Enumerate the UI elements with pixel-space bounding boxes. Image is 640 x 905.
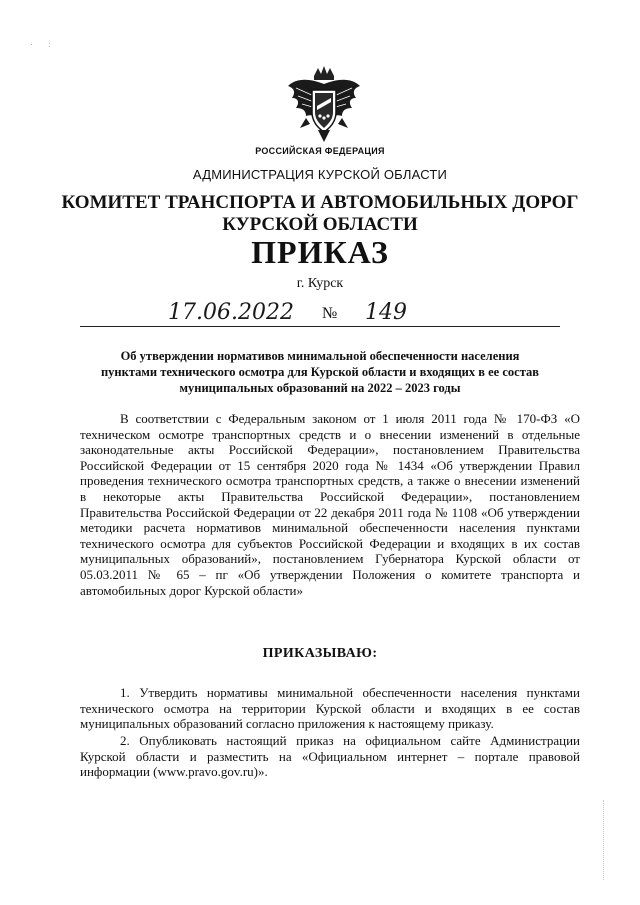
- registration-line: [80, 326, 560, 327]
- handwritten-number: 149: [365, 300, 407, 325]
- order-item-1: 1. Утвердить нормативы минимальной обеспеченности населения пунктами технического осмотра на территории Курской области и входящих в ее состав муниципальных образований согласно приложения к настоящему приказу.: [80, 685, 580, 732]
- committee-title-line1: КОМИТЕТ ТРАНСПОРТА И АВТОМОБИЛЬНЫХ ДОРОГ: [61, 192, 579, 213]
- scan-artifact: · :: [30, 40, 51, 49]
- federation-label: РОССИЙСКАЯ ФЕДЕРАЦИЯ: [255, 146, 385, 156]
- document-heading: [100, 348, 540, 396]
- committee-title-line2: КУРСКОЙ ОБЛАСТИ: [222, 214, 418, 235]
- heading-line2: пунктами технического осмотра для Курской области и входящих в ее состав: [100, 365, 539, 379]
- document-type: ПРИКАЗ: [251, 234, 389, 270]
- handwritten-date: 17.06.2022: [168, 300, 294, 325]
- committee-title: [0, 192, 640, 236]
- decree-word: ПРИКАЗЫВАЮ:: [262, 646, 378, 661]
- city-label: г. Курск: [296, 276, 344, 291]
- coat-of-arms-icon: [284, 66, 364, 144]
- scan-artifact-edge: [603, 800, 610, 880]
- preamble-paragraph: В соответствии с Федеральным законом от 1 июля 2011 года № 170-ФЗ «О техническом осмотре транспортных средств и о внесении изменений в отдельные законодательные акты Российской Федерации», постановлением Правительства Российской Федерации от 15 сентября 2020 года № 1434 «Об утверждении Правил проведения технического осмотра транспортных средств, а также о внесении изменений в некоторые акты Правительства Российской Федерации», постановлением Правительства Российской Федерации от 22 декабря 2011 года № 1108 «Об утверждении методики расчета нормативов минимальной обеспеченности населения пунктами технического осмотра для субъектов Российской Федерации и входящих в их состав муниципальных образований», постановлением Губернатора Курской области от 05.03.2011 № 65 – пг «Об утверждении Положения о комитете транспорта и автомобильных дорог Курской области»: [80, 411, 580, 598]
- heading-line3: муниципальных образований на 2022 – 2023 годы: [179, 381, 461, 395]
- administration-label: АДМИНИСТРАЦИЯ КУРСКОЙ ОБЛАСТИ: [192, 167, 448, 182]
- heading-line1: Об утверждении нормативов минимальной обеспеченности населения: [120, 349, 520, 363]
- number-sign: №: [322, 305, 338, 322]
- order-item-2: 2. Опубликовать настоящий приказ на официальном сайте Администрации Курской области и разместить на «Официальном интернет – портале правовой информации (www.pravo.gov.ru)».: [80, 733, 580, 780]
